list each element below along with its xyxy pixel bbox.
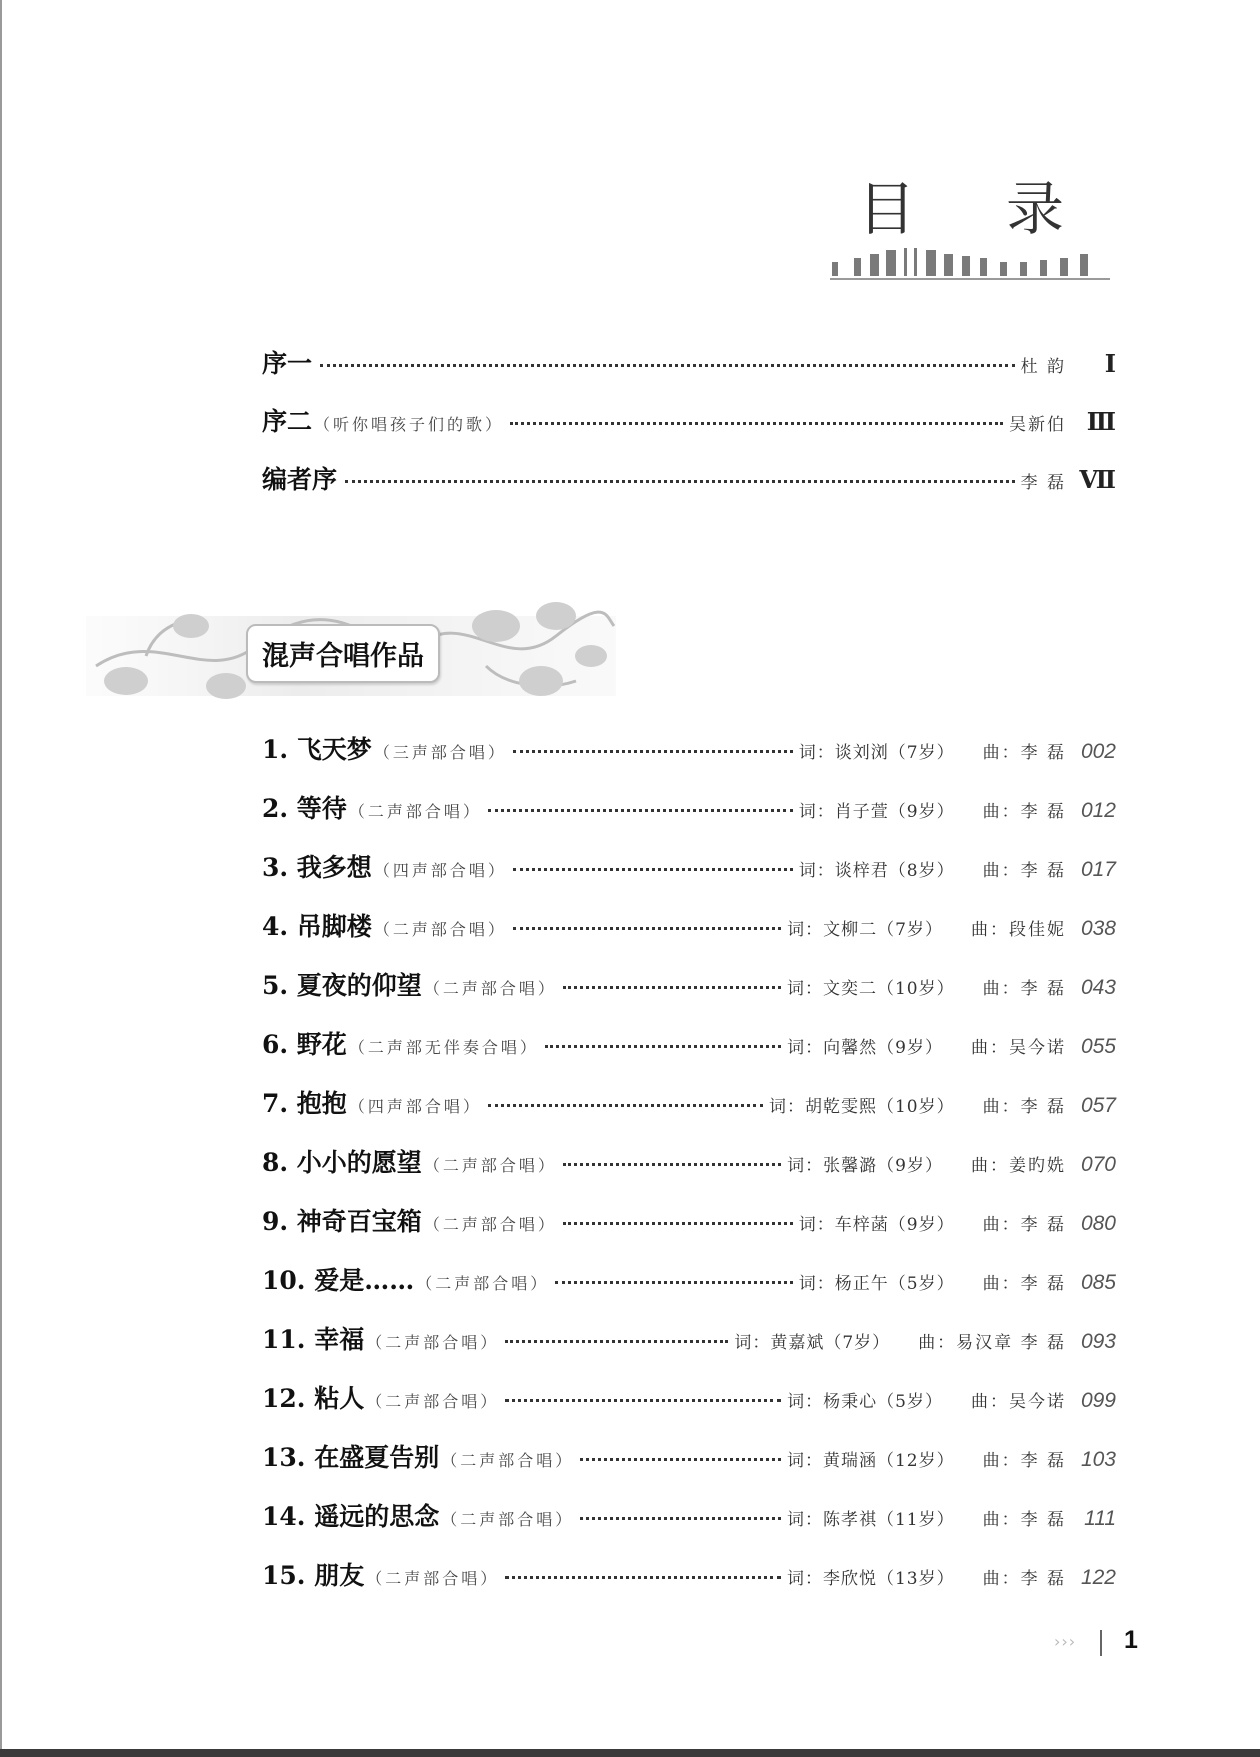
- entry-title: 序二: [262, 407, 313, 436]
- dot-leader: [580, 1509, 781, 1520]
- toc-entry-editor-preface[interactable]: [262, 460, 1116, 518]
- song-note: （二声部合唱）: [416, 1274, 550, 1293]
- toc-entry-song[interactable]: [262, 1556, 1116, 1615]
- song-note: （二声部无伴奏合唱）: [348, 1038, 539, 1057]
- song-composer: 曲：李 磊: [982, 1569, 1066, 1589]
- front-matter-list: [262, 344, 1116, 518]
- song-note: （三声部合唱）: [373, 743, 507, 762]
- song-page: 085: [1080, 1271, 1116, 1294]
- piano-keys-ornament: [830, 248, 1120, 284]
- page-number: 1: [1124, 1626, 1138, 1654]
- song-lyricist: 词：车梓菡（9岁）: [798, 1215, 955, 1235]
- toc-entry-song[interactable]: [262, 1497, 1116, 1556]
- song-page: 043: [1080, 976, 1116, 999]
- song-title: 3. 我多想: [262, 853, 372, 882]
- page-edge-bottom: [0, 1749, 1260, 1757]
- song-lyricist: 词：杨正午（5岁）: [798, 1274, 955, 1294]
- song-composer: 曲：段佳妮: [971, 920, 1066, 940]
- toc-entry-song[interactable]: [262, 730, 1116, 789]
- song-lyricist: 词：黄瑞涵（12岁）: [786, 1451, 955, 1471]
- song-note: （二声部合唱）: [348, 802, 482, 821]
- song-note: （二声部合唱）: [441, 1451, 575, 1470]
- song-title: 8. 小小的愿望: [262, 1148, 422, 1177]
- song-title: 2. 等待: [262, 794, 347, 823]
- entry-page: Ⅰ: [1104, 349, 1116, 378]
- song-title: 7. 抱抱: [262, 1089, 347, 1118]
- dot-leader: [505, 1332, 728, 1343]
- entry-page: Ⅲ: [1086, 407, 1116, 436]
- song-composer: 曲：李 磊: [982, 1510, 1066, 1530]
- dot-leader: [488, 1096, 763, 1107]
- section-heading-mixed-chorus: 混声合唱作品: [246, 624, 440, 683]
- song-composer: 曲：李 磊: [982, 1097, 1066, 1117]
- toc-entry-song[interactable]: [262, 966, 1116, 1025]
- toc-entry-song[interactable]: [262, 1320, 1116, 1379]
- song-title: 12. 粘人: [262, 1384, 365, 1413]
- song-title: 13. 在盛夏告别: [262, 1443, 440, 1472]
- song-lyricist: 词：文奕二（10岁）: [786, 979, 955, 999]
- entry-author: 杜 韵: [1020, 357, 1066, 377]
- toc-entry-song[interactable]: [262, 848, 1116, 907]
- song-title: 14. 遥远的思念: [262, 1502, 440, 1531]
- song-title: 11. 幸福: [262, 1325, 365, 1354]
- song-page: 055: [1080, 1035, 1116, 1058]
- entry-author: 李 磊: [1020, 473, 1066, 493]
- entry-title: 序一: [262, 349, 313, 378]
- entry-page: Ⅶ: [1079, 465, 1116, 494]
- dot-leader: [563, 1214, 793, 1225]
- song-page: 093: [1080, 1330, 1116, 1353]
- song-page: 103: [1080, 1448, 1116, 1471]
- dot-leader: [345, 472, 1015, 483]
- toc-entry-song[interactable]: [262, 1438, 1116, 1497]
- song-title: 4. 吊脚楼: [262, 912, 372, 941]
- song-title: 1. 飞天梦: [262, 735, 372, 764]
- dot-leader: [513, 860, 793, 871]
- dot-leader: [505, 1391, 781, 1402]
- entry-title: 编者序: [262, 465, 338, 494]
- song-page: 002: [1080, 740, 1116, 763]
- song-composer: 曲：姜旳姺: [971, 1156, 1066, 1176]
- song-page: 038: [1080, 917, 1116, 940]
- song-lyricist: 词：张馨潞（9岁）: [787, 1156, 943, 1176]
- song-lyricist: 词：陈孝祺（11岁）: [786, 1510, 955, 1530]
- dot-leader: [513, 919, 781, 930]
- song-page: 070: [1080, 1153, 1116, 1176]
- song-note: （二声部合唱）: [423, 1215, 557, 1234]
- song-note: （四声部合唱）: [373, 861, 507, 880]
- toc-entry-song[interactable]: [262, 1025, 1116, 1084]
- song-title: 6. 野花: [262, 1030, 347, 1059]
- song-title: 10. 爱是……: [262, 1266, 415, 1295]
- dot-leader: [510, 414, 1003, 425]
- song-note: （二声部合唱）: [366, 1333, 500, 1352]
- song-composer: 曲：李 磊: [982, 1274, 1066, 1294]
- song-composer: 曲：李 磊: [982, 802, 1066, 822]
- song-lyricist: 词：向馨然（9岁）: [787, 1038, 943, 1058]
- toc-entry-song[interactable]: [262, 1261, 1116, 1320]
- song-lyricist: 词：黄嘉斌（7岁）: [734, 1333, 891, 1353]
- song-note: （二声部合唱）: [373, 920, 507, 939]
- song-lyricist: 词：李欣悦（13岁）: [786, 1569, 955, 1589]
- dot-leader: [488, 801, 793, 812]
- song-list: [262, 730, 1116, 1615]
- song-note: （二声部合唱）: [366, 1569, 500, 1588]
- song-lyricist: 词：文柳二（7岁）: [787, 920, 943, 940]
- song-composer: 曲：李 磊: [982, 1215, 1066, 1235]
- song-composer: 曲：吴今诺: [971, 1038, 1066, 1058]
- song-lyricist: 词：胡乾雯熙（10岁）: [768, 1097, 955, 1117]
- dot-leader: [545, 1037, 781, 1048]
- dot-leader: [580, 1450, 781, 1461]
- footer-arrows-icon: ›››: [1054, 1632, 1077, 1651]
- footer-divider: [1100, 1630, 1102, 1656]
- dot-leader: [563, 978, 781, 989]
- song-page: 080: [1080, 1212, 1116, 1235]
- toc-entry-song[interactable]: [262, 1379, 1116, 1438]
- song-note: （二声部合唱）: [366, 1392, 500, 1411]
- toc-entry-song[interactable]: [262, 1202, 1116, 1261]
- song-note: （二声部合唱）: [423, 1156, 557, 1175]
- song-composer: 曲：李 磊: [982, 861, 1066, 881]
- song-note: （二声部合唱）: [423, 979, 557, 998]
- song-lyricist: 词：谈梓君（8岁）: [798, 861, 955, 881]
- song-page: 099: [1080, 1389, 1116, 1412]
- song-title: 15. 朋友: [262, 1561, 365, 1590]
- dot-leader: [505, 1568, 781, 1579]
- toc-entry-preface-2[interactable]: [262, 402, 1116, 460]
- song-title: 5. 夏夜的仰望: [262, 971, 422, 1000]
- song-composer: 曲：吴今诺: [971, 1392, 1066, 1412]
- toc-entry-song[interactable]: [262, 907, 1116, 966]
- song-page: 111: [1084, 1507, 1116, 1530]
- toc-entry-preface-1[interactable]: [262, 344, 1116, 402]
- song-composer: 曲：李 磊: [982, 743, 1066, 763]
- song-page: 057: [1080, 1094, 1116, 1117]
- song-lyricist: 词：肖子萱（9岁）: [798, 802, 955, 822]
- song-note: （二声部合唱）: [441, 1510, 575, 1529]
- song-composer: 曲：易汉章 李 磊: [918, 1333, 1066, 1353]
- toc-entry-song[interactable]: [262, 789, 1116, 848]
- page-edge-left: [0, 0, 2, 1757]
- song-title: 9. 神奇百宝箱: [262, 1207, 422, 1236]
- toc-entry-song[interactable]: [262, 1084, 1116, 1143]
- song-lyricist: 词：谈刘浏（7岁）: [798, 743, 955, 763]
- song-page: 017: [1080, 858, 1116, 881]
- song-page: 122: [1080, 1566, 1116, 1589]
- dot-leader: [513, 742, 793, 753]
- entry-author: 吴新伯: [1009, 415, 1066, 435]
- song-composer: 曲：李 磊: [982, 1451, 1066, 1471]
- song-lyricist: 词：杨秉心（5岁）: [787, 1392, 943, 1412]
- song-composer: 曲：李 磊: [982, 979, 1066, 999]
- dot-leader: [320, 356, 1015, 367]
- dot-leader: [555, 1273, 793, 1284]
- dot-leader: [563, 1155, 781, 1166]
- toc-entry-song[interactable]: [262, 1143, 1116, 1202]
- page-title: 目 录: [857, 175, 1100, 243]
- song-note: （四声部合唱）: [348, 1097, 482, 1116]
- entry-note: （听你唱孩子们的歌）: [314, 415, 505, 434]
- song-page: 012: [1080, 799, 1116, 822]
